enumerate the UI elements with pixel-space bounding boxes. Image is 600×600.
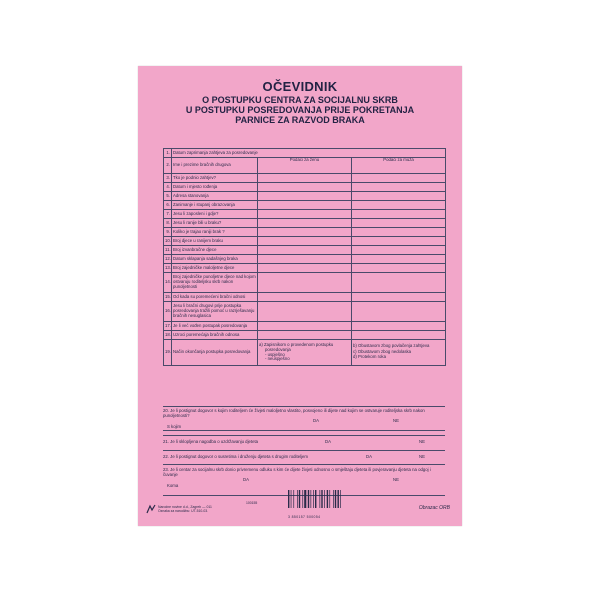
- row-number: 3.: [164, 174, 172, 183]
- q23-ne[interactable]: NE: [393, 477, 399, 483]
- row-label: Način okončanja postupka posredovanja: [172, 340, 258, 366]
- q20-top-rule: [163, 390, 445, 392]
- barcode-bar: [329, 490, 330, 508]
- field-muz[interactable]: [352, 219, 446, 228]
- q22-ne[interactable]: NE: [419, 454, 425, 459]
- form-title: [138, 80, 462, 125]
- barcode-icon: [286, 490, 360, 510]
- publisher-line-2: Oznaka za narudžbu: UT-510-03.: [158, 509, 209, 514]
- form-row: [164, 219, 446, 228]
- barcode-bar: [340, 490, 341, 508]
- row-number: 10.: [164, 237, 172, 246]
- form-row: [164, 210, 446, 219]
- row-number: 7.: [164, 210, 172, 219]
- form-row: [164, 237, 446, 246]
- row-number: 14.: [164, 273, 172, 293]
- barcode-bar: [302, 490, 303, 508]
- field-zena[interactable]: [258, 237, 352, 246]
- field-muz[interactable]: [352, 201, 446, 210]
- row-number: 1.: [164, 149, 172, 158]
- form-row: [164, 273, 446, 293]
- form-row: [164, 183, 446, 192]
- publisher-logo-icon: [146, 504, 156, 514]
- field-muz[interactable]: [352, 264, 446, 273]
- row-label: Tko je podnio zahtjev?: [172, 174, 258, 183]
- field-zena[interactable]: [258, 264, 352, 273]
- outcome-option[interactable]: c) Obustavom zbog nedolaska: [353, 348, 412, 354]
- row-number: 18.: [164, 331, 172, 340]
- field-zena[interactable]: [258, 192, 352, 201]
- q23-text: 23. Je li centar za socijalnu skrb donio privremenu odluku s kim će dijete živjeti odnosno o smještaju djeteta ili povjeravanju djeteta na odgoj i čuvanje: [163, 467, 431, 478]
- q23-koma: Koma: [167, 483, 179, 489]
- row-number: 6.: [164, 201, 172, 210]
- row-label: Od kada su poremećeni bračni odnosi: [172, 293, 258, 302]
- outcome-option[interactable]: a) Zapisnikom o provedenom postupku: [259, 341, 334, 347]
- row-number: 11.: [164, 246, 172, 255]
- field-zena[interactable]: [258, 331, 352, 340]
- outcome-option[interactable]: posredovanja: [265, 346, 291, 352]
- form-row: [164, 246, 446, 255]
- form-row: [164, 293, 446, 302]
- q20-ne[interactable]: NE: [393, 418, 399, 424]
- barcode-bar: [313, 490, 314, 508]
- field-zena[interactable]: [258, 183, 352, 192]
- form-row: [164, 322, 446, 331]
- row-label: Jesu li bračni drugovi prije postupka posredovanja tražili pomoć u razrješavanju bračnih nesuglasica: [172, 302, 258, 322]
- row-label: Datum sklapanja sadašnjeg braka: [172, 255, 258, 264]
- field-zena[interactable]: [258, 210, 352, 219]
- row-number: 19.: [164, 340, 172, 366]
- form-row: [164, 331, 446, 340]
- field-muz[interactable]: [352, 237, 446, 246]
- barcode-bar: [311, 490, 312, 508]
- publisher-block: [146, 506, 212, 514]
- row-label: Datum i mjesto rođenja: [172, 183, 258, 192]
- field-zena[interactable]: [258, 174, 352, 183]
- row-label: Koliko je trajao raniji brak ?: [172, 228, 258, 237]
- form-row: [164, 149, 446, 158]
- q22-da[interactable]: DA: [366, 454, 372, 459]
- outcome-option[interactable]: - uspješno: [265, 351, 285, 357]
- row-label: Jesu li zaposleni i gdje?: [172, 210, 258, 219]
- field-muz[interactable]: [352, 293, 446, 302]
- field-zena[interactable]: [258, 322, 352, 331]
- row-number: 4.: [164, 183, 172, 192]
- field-zena[interactable]: [258, 201, 352, 210]
- form-row: [164, 201, 446, 210]
- barcode-bar: [338, 490, 339, 508]
- field-muz[interactable]: [352, 331, 446, 340]
- field-zena[interactable]: [258, 158, 352, 174]
- field-zena[interactable]: [258, 293, 352, 302]
- field-zena[interactable]: [258, 302, 352, 322]
- row-label: Adresa stanovanja: [172, 192, 258, 201]
- field-muz[interactable]: [352, 158, 446, 174]
- barcode-digits: 3 850157 500054: [288, 515, 321, 520]
- barcode-bar: [293, 490, 294, 508]
- barcode-bar: [335, 490, 336, 508]
- barcode-bar: [321, 490, 322, 508]
- barcode-bar: [297, 490, 298, 508]
- row-label: Broj zajedničke maloljetne djece: [172, 264, 258, 273]
- row-number: 9.: [164, 228, 172, 237]
- field-muz[interactable]: [352, 228, 446, 237]
- field-muz[interactable]: [352, 183, 446, 192]
- row-number: 5.: [164, 192, 172, 201]
- form-row: [164, 192, 446, 201]
- barcode-bar: [315, 490, 316, 508]
- q22-text: 22. Je li postignut dogovor o susretima i druženju djeteta s drugim roditeljem: [163, 454, 308, 459]
- row-label: Datum zaprimanja zahtjeva za posredovanje: [172, 149, 446, 158]
- field-muz[interactable]: [352, 273, 446, 293]
- row-label: Broj zajedničke punoljetne djece nad kojom ostvaruju roditeljsku skrb nakon punoljetnosti: [172, 273, 258, 293]
- barcode-bar: [308, 490, 309, 508]
- barcode-bar: [333, 490, 334, 508]
- row-number: 13.: [164, 264, 172, 273]
- barcode-bar: [327, 490, 328, 508]
- form-sheet: [138, 66, 462, 526]
- q21-ne[interactable]: NE: [419, 439, 425, 444]
- field-zena[interactable]: [258, 246, 352, 255]
- outcome-options-bcd[interactable]: [352, 340, 446, 366]
- row-label: Je li već vođen postupak posredovanja: [172, 322, 258, 331]
- q22-block: [163, 450, 445, 463]
- field-zena[interactable]: [258, 228, 352, 237]
- row-label: Zanimanje i stupanj obrazovanja: [172, 201, 258, 210]
- row-number: 12.: [164, 255, 172, 264]
- form-row: [164, 158, 446, 174]
- row-label: Broj djece u ranijem braku: [172, 237, 258, 246]
- field-muz[interactable]: [352, 192, 446, 201]
- field-muz[interactable]: [352, 302, 446, 322]
- form-row: [164, 264, 446, 273]
- title-line-4: PARNICE ZA RAZVOD BRAKA: [235, 114, 365, 125]
- barcode-bar: [291, 490, 292, 508]
- field-muz[interactable]: [352, 246, 446, 255]
- row-label: Uzroci poremećaja bračnih odnosa: [172, 331, 258, 340]
- form-table: [163, 148, 446, 366]
- row-number: 16.: [164, 302, 172, 322]
- column-header-zena: Podaci za ženu: [289, 157, 320, 162]
- form-row: [164, 228, 446, 237]
- title-main: OČEVIDNIK: [262, 79, 338, 94]
- field-zena[interactable]: [258, 219, 352, 228]
- row-number: 8.: [164, 219, 172, 228]
- q20-da[interactable]: DA: [313, 418, 319, 424]
- q20-text: 20. Je li postignut dogovor s kojim roditeljem će živjeti maloljetno vlastito, posvojeno ili dijete nad kojim se ostvaruje roditeljska skrb nakon punoljetnosti?: [163, 408, 425, 419]
- q20-block: [163, 406, 445, 431]
- form-row: [164, 302, 446, 322]
- form-row: [164, 255, 446, 264]
- q21-block: [163, 435, 445, 448]
- field-muz[interactable]: [352, 174, 446, 183]
- form-row-19: [164, 340, 446, 366]
- form-row: [164, 174, 446, 183]
- row-label: Ime i prezime bračnih drugova: [172, 158, 258, 174]
- title-line-3: U POSTUPKU POSREDOVANJA PRIJE POKRETANJA: [185, 104, 415, 115]
- field-muz[interactable]: [352, 210, 446, 219]
- field-zena[interactable]: [258, 273, 352, 293]
- outcome-option[interactable]: - neuspješno: [265, 356, 290, 362]
- barcode-bar: [324, 490, 325, 508]
- barcode-bar: [304, 490, 306, 508]
- field-muz[interactable]: [352, 322, 446, 331]
- q21-da[interactable]: DA: [325, 439, 331, 444]
- row-number: 15.: [164, 293, 172, 302]
- outcome-options-a[interactable]: [258, 340, 352, 366]
- row-number: 2.: [164, 158, 172, 174]
- outcome-option[interactable]: b) Obustavom zbog povlačenja zahtjeva: [353, 342, 430, 348]
- row-label: Broj izvanbračne djece: [172, 246, 258, 255]
- barcode-bar: [299, 490, 300, 508]
- title-line-2: O POSTUPKU CENTRA ZA SOCIJALNU SKRB: [202, 94, 398, 105]
- barcode-bar: [320, 490, 321, 508]
- q23-da[interactable]: DA: [243, 477, 249, 483]
- q21-text: 21. Je li sklopljena nagodba o uzdržavanju djeteta: [163, 439, 259, 444]
- obrazac-label: Obrazac ORB: [418, 505, 450, 512]
- field-zena[interactable]: [258, 255, 352, 264]
- outcome-option[interactable]: d) Protekom roka: [353, 354, 386, 360]
- publisher-line-1: Narodne novine d.d., Zagreb — 011: [158, 505, 212, 510]
- field-muz[interactable]: [352, 255, 446, 264]
- row-number: 17.: [164, 322, 172, 331]
- column-header-muz: Podaci za muža: [383, 157, 414, 162]
- form-code: 100155: [246, 501, 258, 506]
- q20-s-kojim: S kojim: [167, 424, 182, 430]
- row-label: Jesu li ranije bili u braku?: [172, 219, 258, 228]
- barcode-bar: [288, 490, 289, 508]
